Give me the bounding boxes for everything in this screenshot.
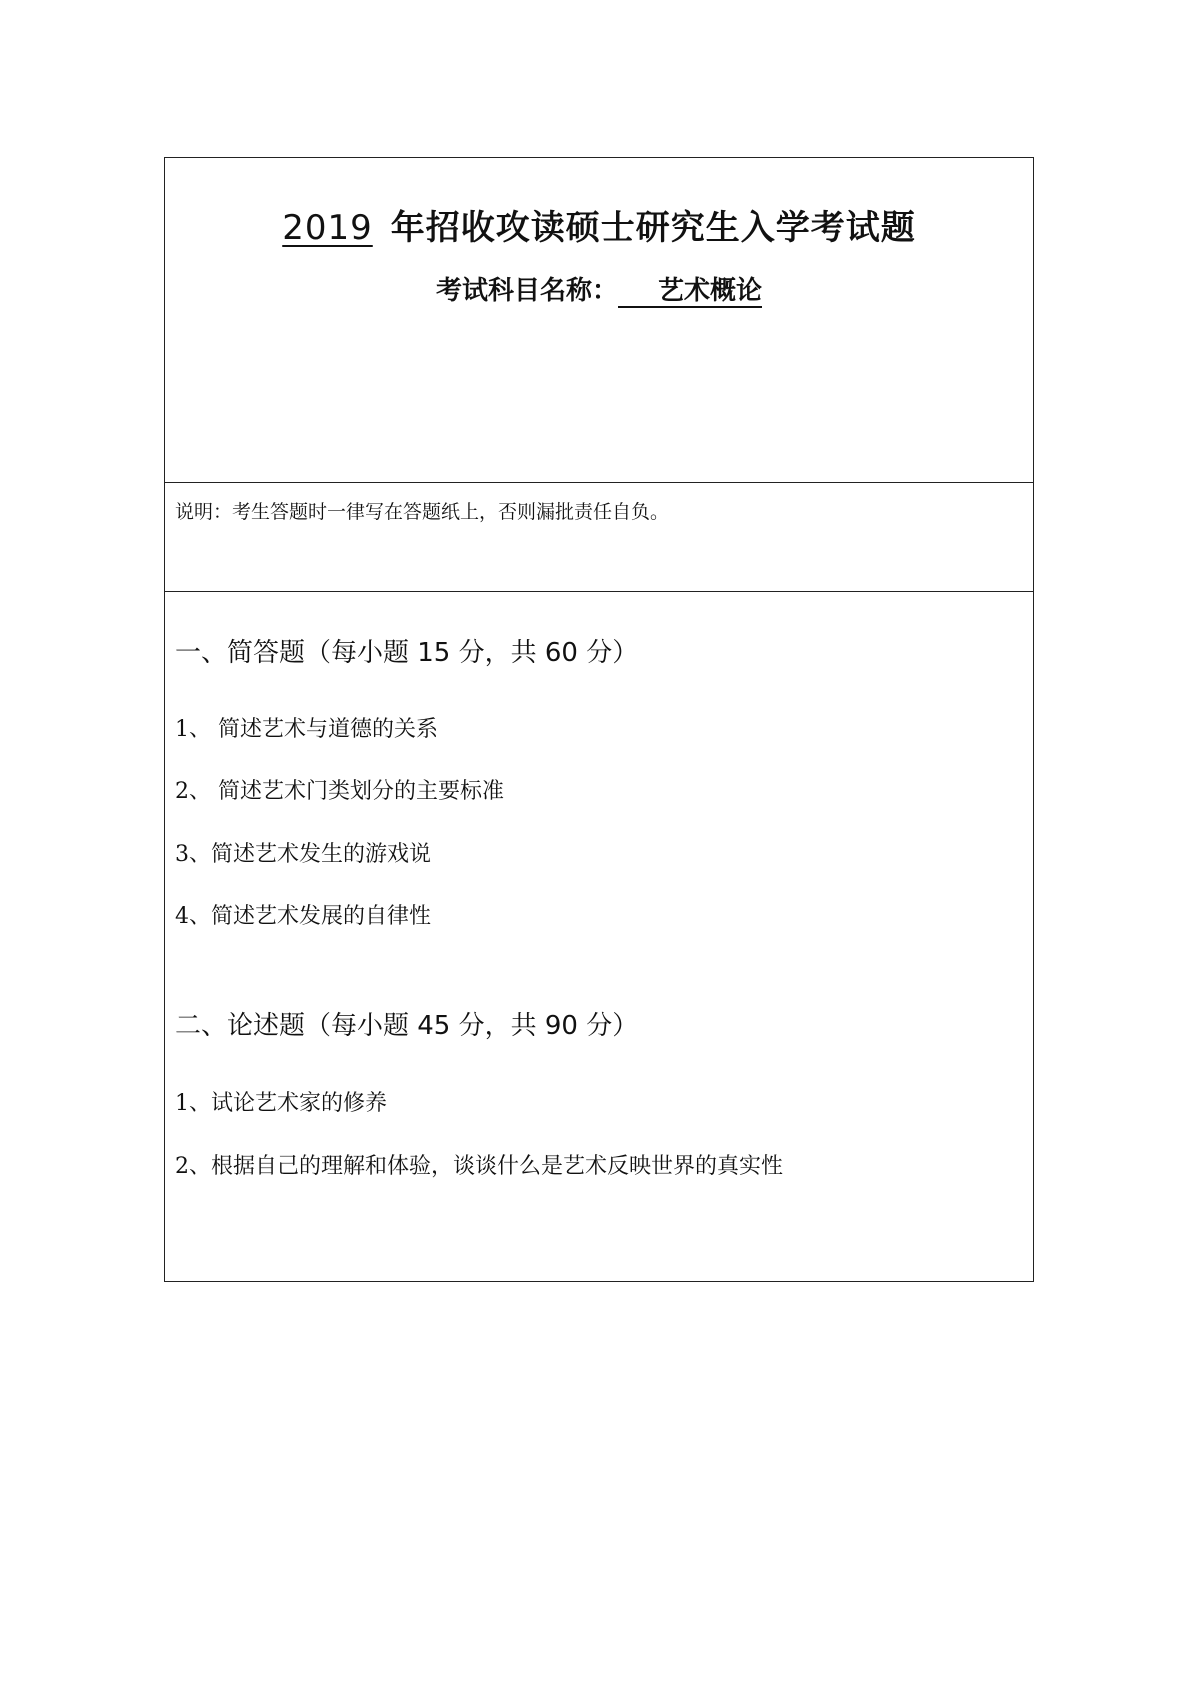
exam-paper-frame (164, 157, 1034, 1282)
question-item: 1、试论艺术家的修养 (175, 1091, 387, 1116)
questions-area (165, 592, 1033, 1282)
subject-label: 考试科目名称： (435, 276, 618, 306)
question-item: 4、简述艺术发展的自律性 (175, 904, 431, 929)
question-item: 2、 简述艺术门类划分的主要标准 (175, 779, 504, 804)
section-heading-essay: 二、论述题（每小题 45 分，共 90 分） (175, 1011, 639, 1041)
instructions-cell (165, 483, 1033, 592)
exam-year: 2019 (282, 208, 373, 248)
question-item: 3、简述艺术发生的游戏说 (175, 842, 431, 867)
instructions-note: 说明：考生答题时一律写在答题纸上，否则漏批责任自负。 (175, 501, 670, 523)
exam-subject-line (165, 270, 1033, 308)
subject-value: 艺术概论 (618, 276, 762, 308)
exam-title (165, 200, 1033, 249)
section-heading-short-answer: 一、简答题（每小题 15 分，共 60 分） (175, 638, 639, 668)
question-item: 1、 简述艺术与道德的关系 (175, 717, 438, 742)
question-item: 2、根据自己的理解和体验，谈谈什么是艺术反映世界的真实性 (175, 1154, 783, 1179)
exam-title-text: 年招收攻读硕士研究生入学考试题 (390, 208, 916, 248)
exam-header (165, 158, 1033, 483)
